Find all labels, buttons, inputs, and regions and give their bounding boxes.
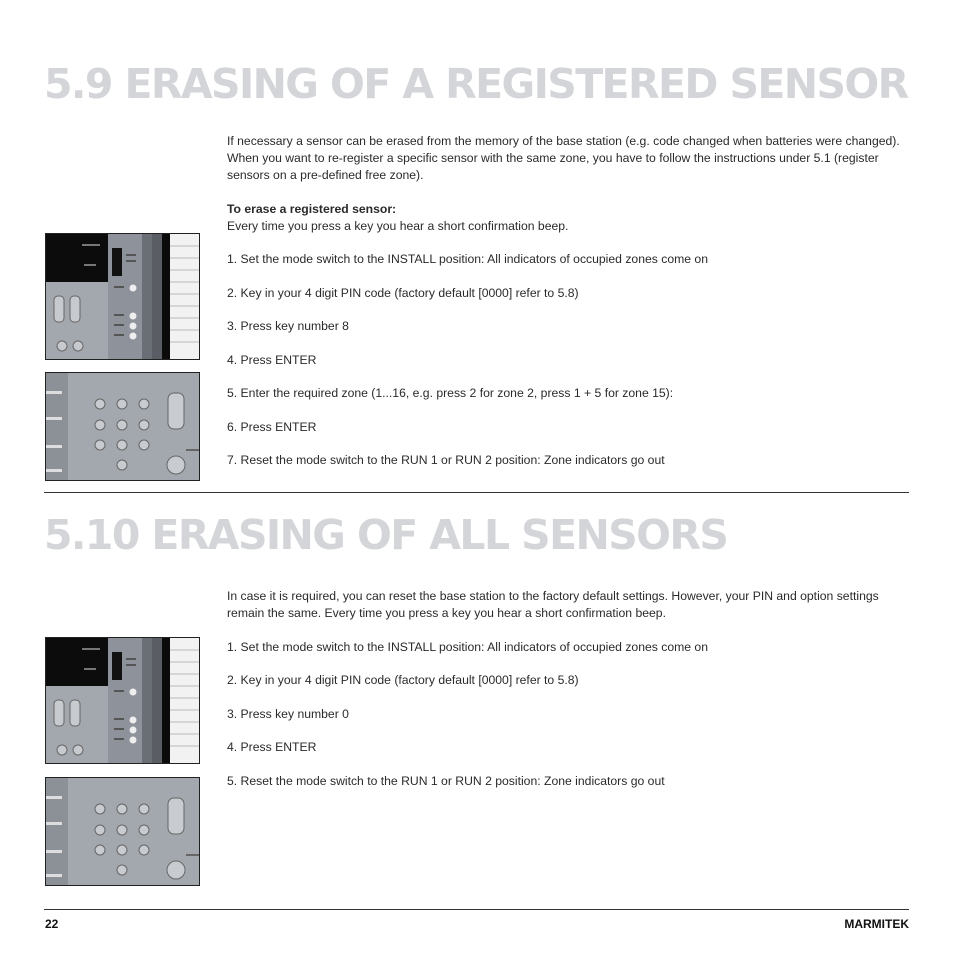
step-5-9-3: 3. Press key number 8	[227, 319, 349, 333]
step-5-9-7: 7. Reset the mode switch to the RUN 1 or RUN 2 position: Zone indicators go out	[227, 453, 665, 467]
base-station-panel-photo	[45, 637, 200, 764]
section-5-10-body	[227, 588, 907, 790]
section-5-9-note: Every time you press a key you hear a short confirmation beep.	[227, 218, 569, 233]
footer-rule	[44, 909, 909, 910]
section-5-9-body	[227, 133, 907, 469]
step-5-9-1: 1. Set the mode switch to the INSTALL position: All indicators of occupied zones come on	[227, 252, 708, 266]
step-5-9-5: 5. Enter the required zone (1...16, e.g. press 2 for zone 2, press 1 + 5 for zone 15):	[227, 386, 674, 400]
step-5-10-3: 3. Press key number 0	[227, 706, 349, 721]
keypad-photo	[45, 777, 200, 886]
section-divider	[44, 492, 909, 493]
keypad-photo	[45, 372, 200, 481]
step-5-10-2: 2. Key in your 4 digit PIN code (factory default [0000] refer to 5.8)	[227, 673, 579, 687]
section-title-5-9: 5.9 ERASING OF A REGISTERED SENSOR	[44, 60, 908, 108]
step-5-10-1: 1. Set the mode switch to the INSTALL position: All indicators of occupied zones come on	[227, 639, 708, 654]
step-5-9-6: 6. Press ENTER	[227, 419, 317, 434]
brand-name: MARMITEK	[844, 917, 909, 931]
base-station-panel-photo	[45, 233, 200, 360]
page-number: 22	[45, 917, 59, 931]
section-title-5-10: 5.10 ERASING OF ALL SENSORS	[44, 511, 728, 559]
step-5-9-2: 2. Key in your 4 digit PIN code (factory default [0000] refer to 5.8)	[227, 285, 579, 300]
section-5-9-subheading: To erase a registered sensor:	[227, 201, 397, 216]
section-5-9-intro: If necessary a sensor can be erased from the memory of the base station (e.g. code changed when batteries were changed). When you want to re-register a specific sensor with the same zone, you have to follow the instructions under 5.1 (register sensors on a pre-defined free zone).	[227, 134, 900, 182]
step-5-10-5: 5. Reset the mode switch to the RUN 1 or RUN 2 position: Zone indicators go out	[227, 773, 665, 788]
step-5-9-4: 4. Press ENTER	[227, 352, 317, 367]
step-5-10-4: 4. Press ENTER	[227, 740, 317, 754]
section-5-10-intro: In case it is required, you can reset the base station to the factory default settings. However, your PIN and option settings remain the same. Every time you press a key you hear a short confirmation beep.	[227, 589, 879, 620]
